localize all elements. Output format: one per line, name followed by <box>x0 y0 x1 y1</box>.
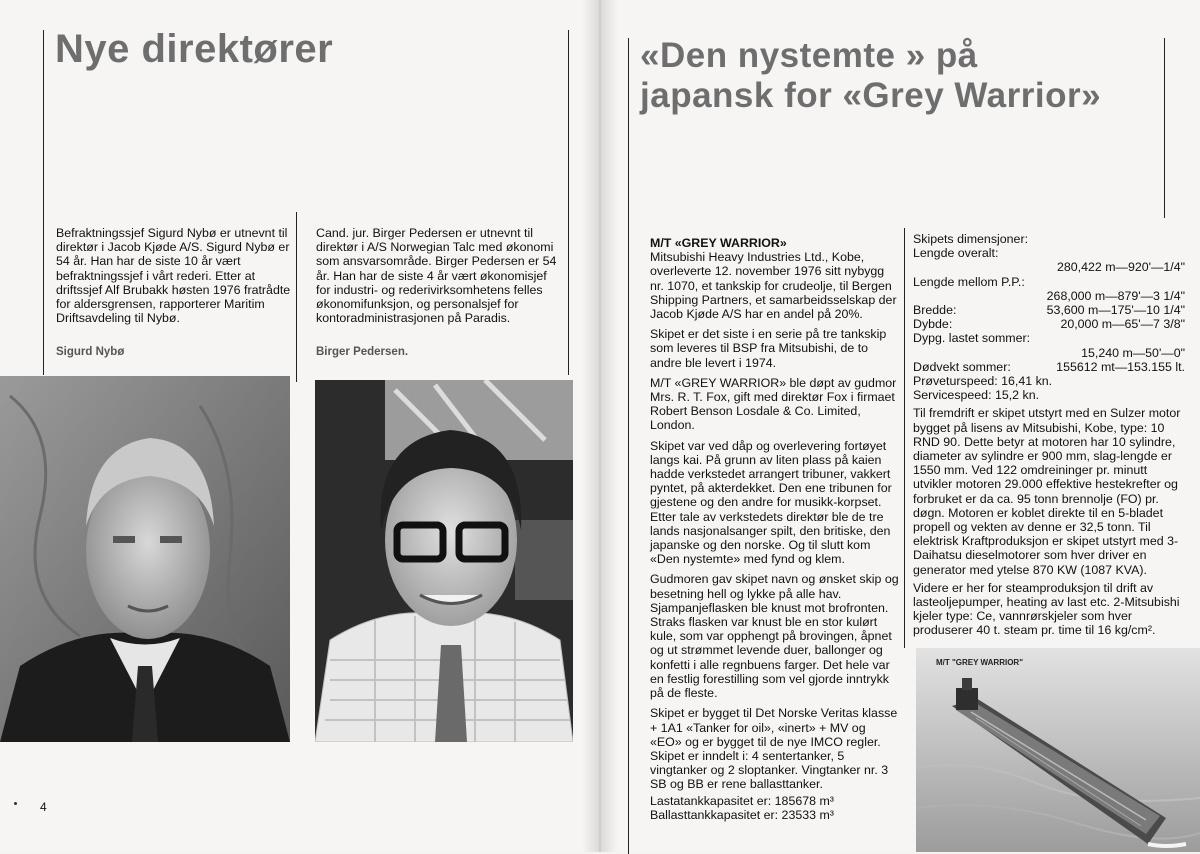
column-rule <box>1164 38 1165 218</box>
paragraph: Videre er her for steamproduksjon til drift av lasteoljepumper, heating av last etc. 2-Mitsubishi kjeler type: Ce, vannrørskjeler som hver produserer 40 t. steam pr. time til 16 kg/cm². <box>913 580 1180 638</box>
ship-photo <box>916 648 1200 852</box>
article-body-col1 <box>650 236 900 822</box>
paragraph: Skipet var ved dåp og overlevering fortøyet langs kai. På grunn av liten plass på kaien hadde verkstedet arrangert tribuner, vakkert pyntet, på akterdekket. Den ene tribunen for gjestene og den andre for musikk-korpset. <box>650 438 892 510</box>
column-rule <box>568 30 569 375</box>
service-speed: Servicespeed: 15,2 kn. <box>913 388 1040 403</box>
trial-speed: Prøveturspeed: 16,41 kn. <box>913 374 1053 389</box>
spec-label: Bredde: <box>913 303 957 318</box>
column-rule <box>43 30 44 375</box>
spec-row <box>913 317 1185 331</box>
page-number: 4 <box>40 800 47 814</box>
ship-label: M/T "GREY WARRIOR" <box>936 658 1023 667</box>
spec-row <box>913 303 1185 317</box>
paragraph: Mitsubishi Heavy Industries Ltd., Kobe, overleverte 12. november 1976 sitt nybygg nr. 1070, et tankskip for crudeolje, til Bergen Shipping Partners, et samarbeidsselskap der Jacob Kjøde A/S har en andel på 20%. <box>650 250 897 322</box>
portrait-photo-nybo <box>0 376 290 742</box>
paragraph: Skipet er det siste i en serie på tre tankskip som leveres til BSP fra Mitsubishi, de to andre ble levert i 1974. <box>650 327 887 370</box>
column-rule <box>296 212 297 382</box>
paragraph: Gudmoren gav skipet navn og ønsket skip og besetning hell og lykke på alle hav. Sjampanjeflasken ble knust mot brofronten. Straks flasken var knust ble en stor kulørt kule, som var opphengt på brovingen, åpnet og ut strømmet levende duer, ballonger og konfetti i alle regnbuens farger. Det hele var en festlig forestilling som vel gjorde inntrykk på de fleste. <box>650 572 899 701</box>
article-text-nybo: Befraktningssjef Sigurd Nybø er utnevnt til direktør i Jacob Kjøde A/S. Sigurd Nybø er 54 år. Han har de siste 10 år vært befraktningssjef i vårt rederi. Etter at driftssjef Alf Brubakk høsten 1976 fratrådte for aldersgrensen, rapporterer Maritim Driftsavdeling til Nybø. <box>56 226 291 326</box>
ship-name: M/T «GREY WARRIOR» <box>650 236 787 250</box>
spec-label: Dybde: <box>913 317 953 332</box>
spec-label: Lengde mellom P.P.: <box>913 274 1025 289</box>
spec-label: Dødvekt sommer: <box>913 359 1011 374</box>
capacity-line: Lastatankkapasitet er: 185678 m³ <box>650 793 834 808</box>
page-title: Nye direktører <box>55 27 334 71</box>
paragraph: Til fremdrift er skipet utstyrt med en Sulzer motor bygget på lisens av Mitsubishi, Kobe, type: 10 RND 90. Dette betyr at motoren har 10 sylindre, diameter av sylindre er 900 mm, slag-lengde er 1550 mm. Ved 122 omdreininger pr. minutt utvikler motoren 29.000 effektive hestekrefter og forbruket er da ca. 95 tonn brennolje (FO) pr. døgn. Motoren er koblet direkte til en 5-bladet propell og vekten av denne er 32,5 tonn. Til elektrisk Kraftproduksjon er skipet utstyrt med 3-Daihatsu dieselmotorer som hver driver en generator med ytelse 870 KW (1087 KVA). <box>913 406 1181 577</box>
article-text-pedersen: Cand. jur. Birger Pedersen er utnevnt til direktør i A/S Norwegian Talc med økonomi som ansvarsområde. Birger Pedersen er 54 år. Han har de siste 4 år vært økonomisjef for industri- og rederivirksomhetens felles økonomifunksjon, og personalsjef for kontoradministrasjonen på Paradis. <box>316 226 557 326</box>
photo-caption: Birger Pedersen. <box>316 346 409 358</box>
portrait-photo-pedersen <box>315 380 573 742</box>
spec-label: Dypg. lastet sommer: <box>913 331 1031 346</box>
spec-value: 53,600 m—175'—10 1/4" <box>1046 303 1185 318</box>
capacity-line: Ballasttankkapasitet er: 23533 m³ <box>650 807 834 822</box>
dimensions-title: Skipets dimensjoner: <box>913 232 1029 246</box>
margin-mark <box>14 802 17 805</box>
paragraph: M/T «GREY WARRIOR» ble døpt av gudmor Mrs. R. T. Fox, gift med direktør Fox i firmaet Robert Benson Losdale & Co. Limited, London. <box>650 375 897 433</box>
spec-row <box>913 360 1185 374</box>
article-title: «Den nystemte » på japansk for «Grey Warrior» <box>640 36 1102 115</box>
spec-value: 155612 mt—153.155 lt. <box>1056 359 1185 374</box>
column-rule <box>628 38 629 854</box>
ship-specifications <box>913 232 1200 638</box>
spec-value: 280,422 m—920'—1/4" <box>1057 260 1185 275</box>
left-page <box>0 0 600 852</box>
column-rule <box>904 228 905 648</box>
spec-value: 20,000 m—65'—7 3/8" <box>1060 317 1185 332</box>
photo-caption: Sigurd Nybø <box>56 346 125 358</box>
paragraph: Skipet er bygget til Det Norske Veritas klasse + 1A1 «Tanker for oil», «inert» + MV og «EO» og er bygget til de nye IMCO regler. Skipet er inndelt i: 4 sentertanker, 5 vingtanker og 2 sloptanker. Vingtanker nr. 3 SB og BB er rene ballasttanker. <box>650 706 898 792</box>
spec-label: Lengde overalt: <box>913 246 999 261</box>
spec-value: 15,240 m—50'—0" <box>1081 345 1185 360</box>
spec-value: 268,000 m—879'—3 1/4" <box>1046 288 1185 303</box>
paragraph: Etter tale av verkstedets direktør ble de tre lands nasjonalsanger spilt, den britiske, den japanske og den norske. Og til slutt kom «Den nystemte» med fynd og klem. <box>650 509 891 567</box>
page-gutter <box>582 0 618 852</box>
